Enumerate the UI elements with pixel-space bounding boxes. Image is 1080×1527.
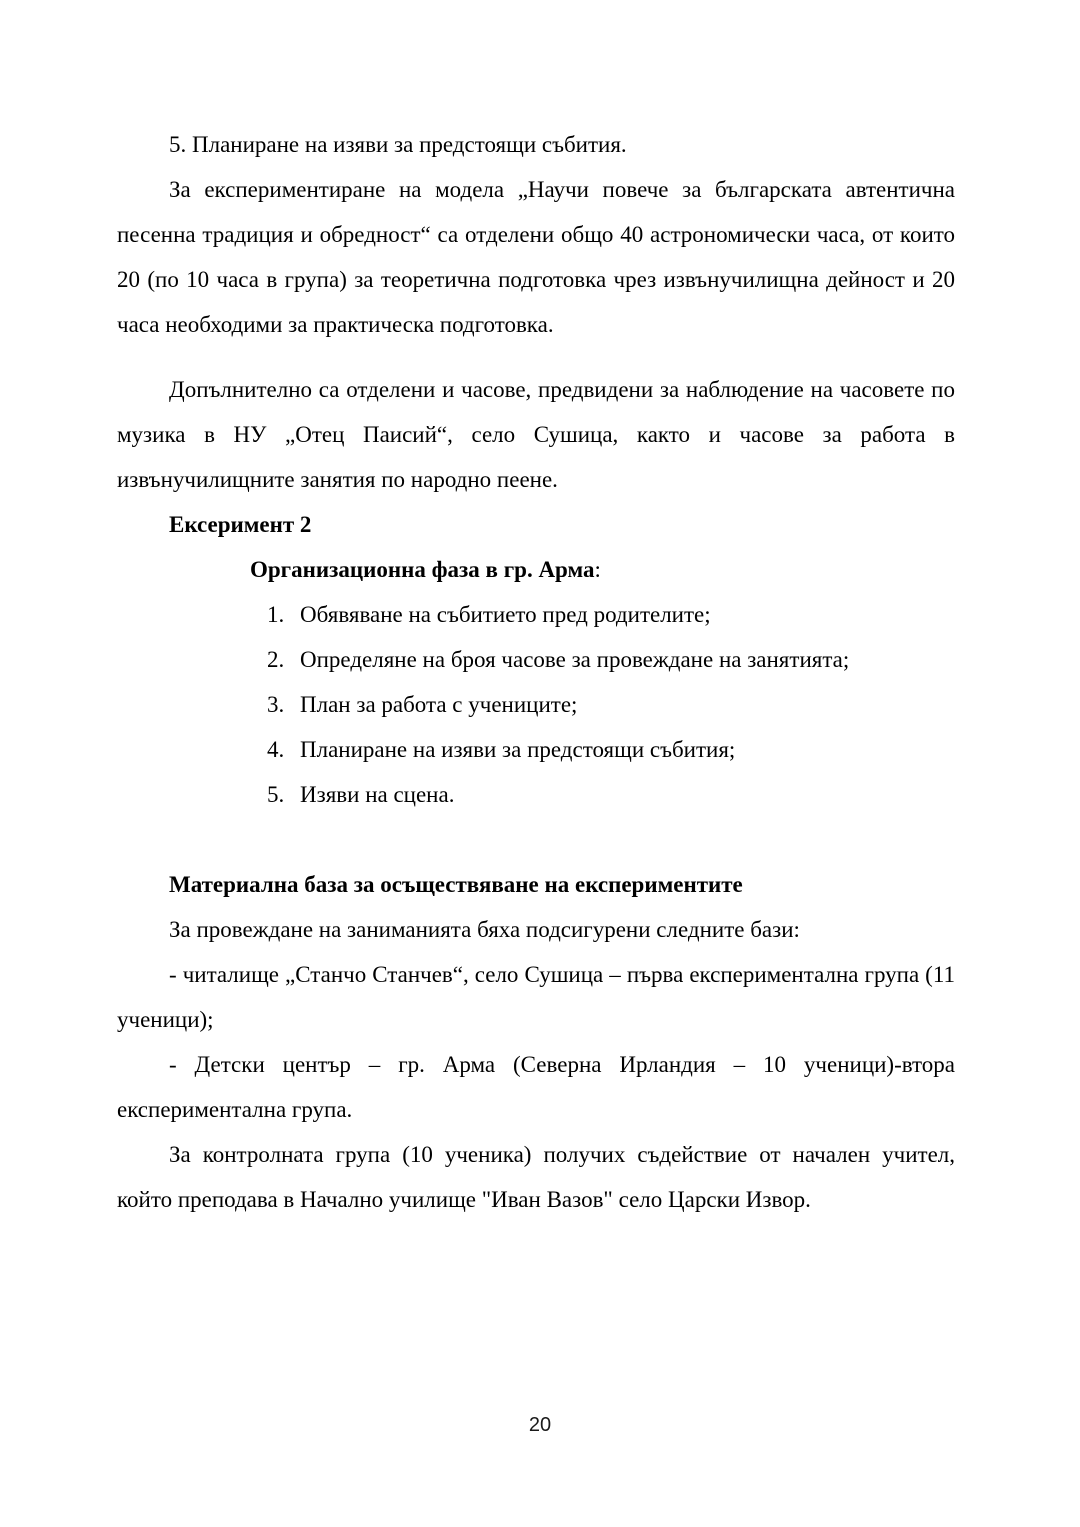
paragraph-control-group: За контролната група (10 ученика) получих съдействие от начален учител, който преподава в Начално училище "Иван Вазов" село Царски Извор. [117, 1142, 955, 1212]
heading-organizational-phase-text: Организационна фаза в гр. Арма [250, 557, 595, 582]
list-item-2-text: Определяне на броя часове за провеждане на занятията; [300, 647, 850, 672]
heading-experiment-2: Ексеримент 2 [169, 512, 312, 537]
heading-material-base: Материална база за осъществяване на експериментите [169, 872, 743, 897]
list-item-2-number: 2. [267, 647, 285, 672]
paragraph-bases-intro: За провеждане на заниманията бяха подсигурени следните бази: [169, 917, 800, 942]
list-item-3-number: 3. [267, 692, 285, 717]
list-item-4-text: Планиране на изяви за предстоящи събития; [300, 737, 736, 762]
list-item-5-text: Изяви на сцена. [300, 782, 455, 807]
heading-organizational-phase [117, 547, 955, 592]
list-item-4 [267, 727, 955, 772]
paragraph-base-2: - Детски център – гр. Арма (Северна Ирландия – 10 ученици)-втора експериментална група. [117, 1052, 955, 1122]
paragraph-experiment-model: За експериментиране на модела „Научи повече за българската автентична песенна традиция и обредност“ са отделени общо 40 астрономически часа, от които 20 (по 10 часа в група) за теоретична подготовка чрез извънучилищна дейност и 20 часа необходими за практическа подготовка. [117, 177, 955, 337]
list-item-3 [267, 682, 955, 727]
page-number: 20 [528, 1414, 552, 1436]
list-item-1-text: Обявяване на събитието пред родителите; [300, 602, 711, 627]
paragraph-additional-hours: Допълнително са отделени и часове, предвидени за наблюдение на часовете по музика в НУ „Отец Паисий“, село Сушица, както и часове за работа в извънучилищните занятия по народно пеене. [117, 377, 955, 492]
list-item-1-number: 1. [267, 602, 285, 627]
list-item-5-number: 5. [267, 782, 285, 807]
list-item-1 [267, 592, 955, 637]
paragraph-base-1: - читалище „Станчо Станчев“, село Сушица – първа експериментална група (11 ученици); [117, 962, 955, 1032]
list-item-5 [267, 772, 955, 817]
paragraph-item5: 5. Планиране на изяви за предстоящи събития. [169, 132, 627, 157]
list-item-3-text: План за работа с учениците; [300, 692, 578, 717]
list-item-4-number: 4. [267, 737, 285, 762]
list-item-2 [267, 637, 955, 682]
heading-organizational-phase-colon: : [594, 557, 601, 582]
